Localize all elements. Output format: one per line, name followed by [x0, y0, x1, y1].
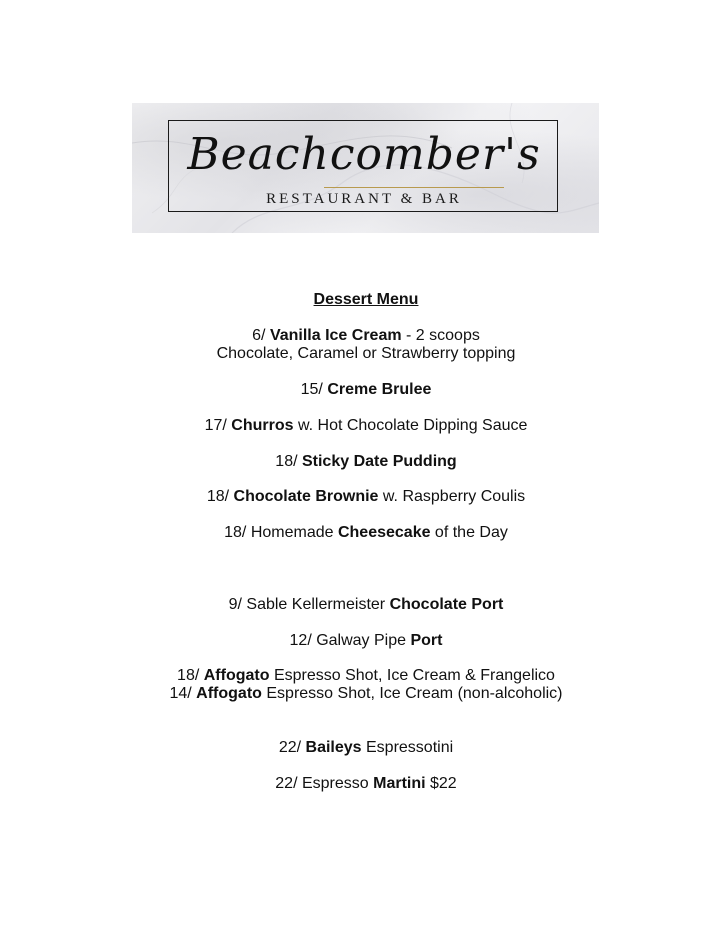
menu-line-item: Cheesecake: [337, 524, 431, 541]
menu-line-item: Chocolate Brownie: [233, 488, 379, 505]
menu-line-cheesecake: [0, 524, 726, 542]
menu-line-item: Affogato: [196, 685, 262, 702]
menu-line-item: Affogato: [203, 667, 270, 684]
menu-line-price: 18/: [177, 667, 204, 684]
logo-subtitle: RESTAURANT & BAR: [266, 191, 462, 207]
menu-line-item: Baileys: [305, 739, 362, 756]
menu-line-item: Martini: [373, 775, 426, 792]
menu-title: Dessert Menu: [313, 291, 419, 308]
logo-script-name: Beachcomber's: [187, 129, 541, 180]
menu-line-price: 18/: [206, 488, 234, 505]
menu-line-price: 22/: [278, 739, 306, 756]
menu-line-chocolate-port: [0, 596, 726, 614]
menu-line-vanilla-ice-cream: [0, 327, 726, 345]
menu-line-item: Port: [410, 632, 443, 649]
menu-line-churros: [0, 417, 726, 435]
menu-line-espresso-martini: [0, 775, 726, 793]
menu-line-price: 14/: [169, 685, 197, 702]
menu-line-price: 12/ Galway Pipe: [289, 632, 411, 649]
menu-line-affogato-non-alcoholic: [0, 685, 726, 703]
menu-line-galway-pipe-port: [0, 632, 726, 650]
menu-line-detail: w. Hot Chocolate Dipping Sauce: [293, 417, 528, 434]
menu-line-price: 15/: [300, 381, 328, 398]
menu-line-baileys-espressotini: [0, 739, 726, 757]
menu-line-detail: w. Raspberry Coulis: [378, 488, 526, 505]
menu-line-price: 18/: [275, 453, 302, 470]
logo-gold-rule: [324, 187, 504, 188]
menu-line-item: Chocolate Port: [389, 596, 504, 613]
menu-line-detail: Chocolate, Caramel or Strawberry topping: [216, 345, 516, 362]
menu-line-price: 6/: [252, 327, 270, 344]
menu-line-chocolate-brownie: [0, 488, 726, 506]
menu-line-detail: Espressotini: [361, 739, 454, 756]
menu-line-detail: Espresso Shot, Ice Cream & Frangelico: [269, 667, 555, 684]
menu-line-item: Sticky Date Pudding: [301, 453, 457, 470]
menu-line-price: 22/ Espresso: [275, 775, 374, 792]
menu-line-detail: - 2 scoops: [401, 327, 480, 344]
logo-frame: [168, 120, 558, 212]
menu-line-affogato-frangelico: [0, 667, 726, 685]
menu-line-creme-brulee: [0, 381, 726, 399]
menu-line-toppings: [0, 345, 726, 363]
menu-line-item: Creme Brulee: [327, 381, 432, 398]
menu-line-price: 18/ Homemade: [224, 524, 338, 541]
menu-line-detail: Espresso Shot, Ice Cream (non-alcoholic): [261, 685, 563, 702]
restaurant-logo: [132, 103, 599, 233]
menu-line-price: 17/: [204, 417, 232, 434]
menu-line-item: Churros: [231, 417, 294, 434]
menu-line-sticky-date-pudding: [0, 453, 726, 471]
menu-line-price: 9/ Sable Kellermeister: [228, 596, 390, 613]
menu-line-item: Vanilla Ice Cream: [269, 327, 402, 344]
menu-line-detail: $22: [425, 775, 457, 792]
menu-line-detail: of the Day: [430, 524, 508, 541]
